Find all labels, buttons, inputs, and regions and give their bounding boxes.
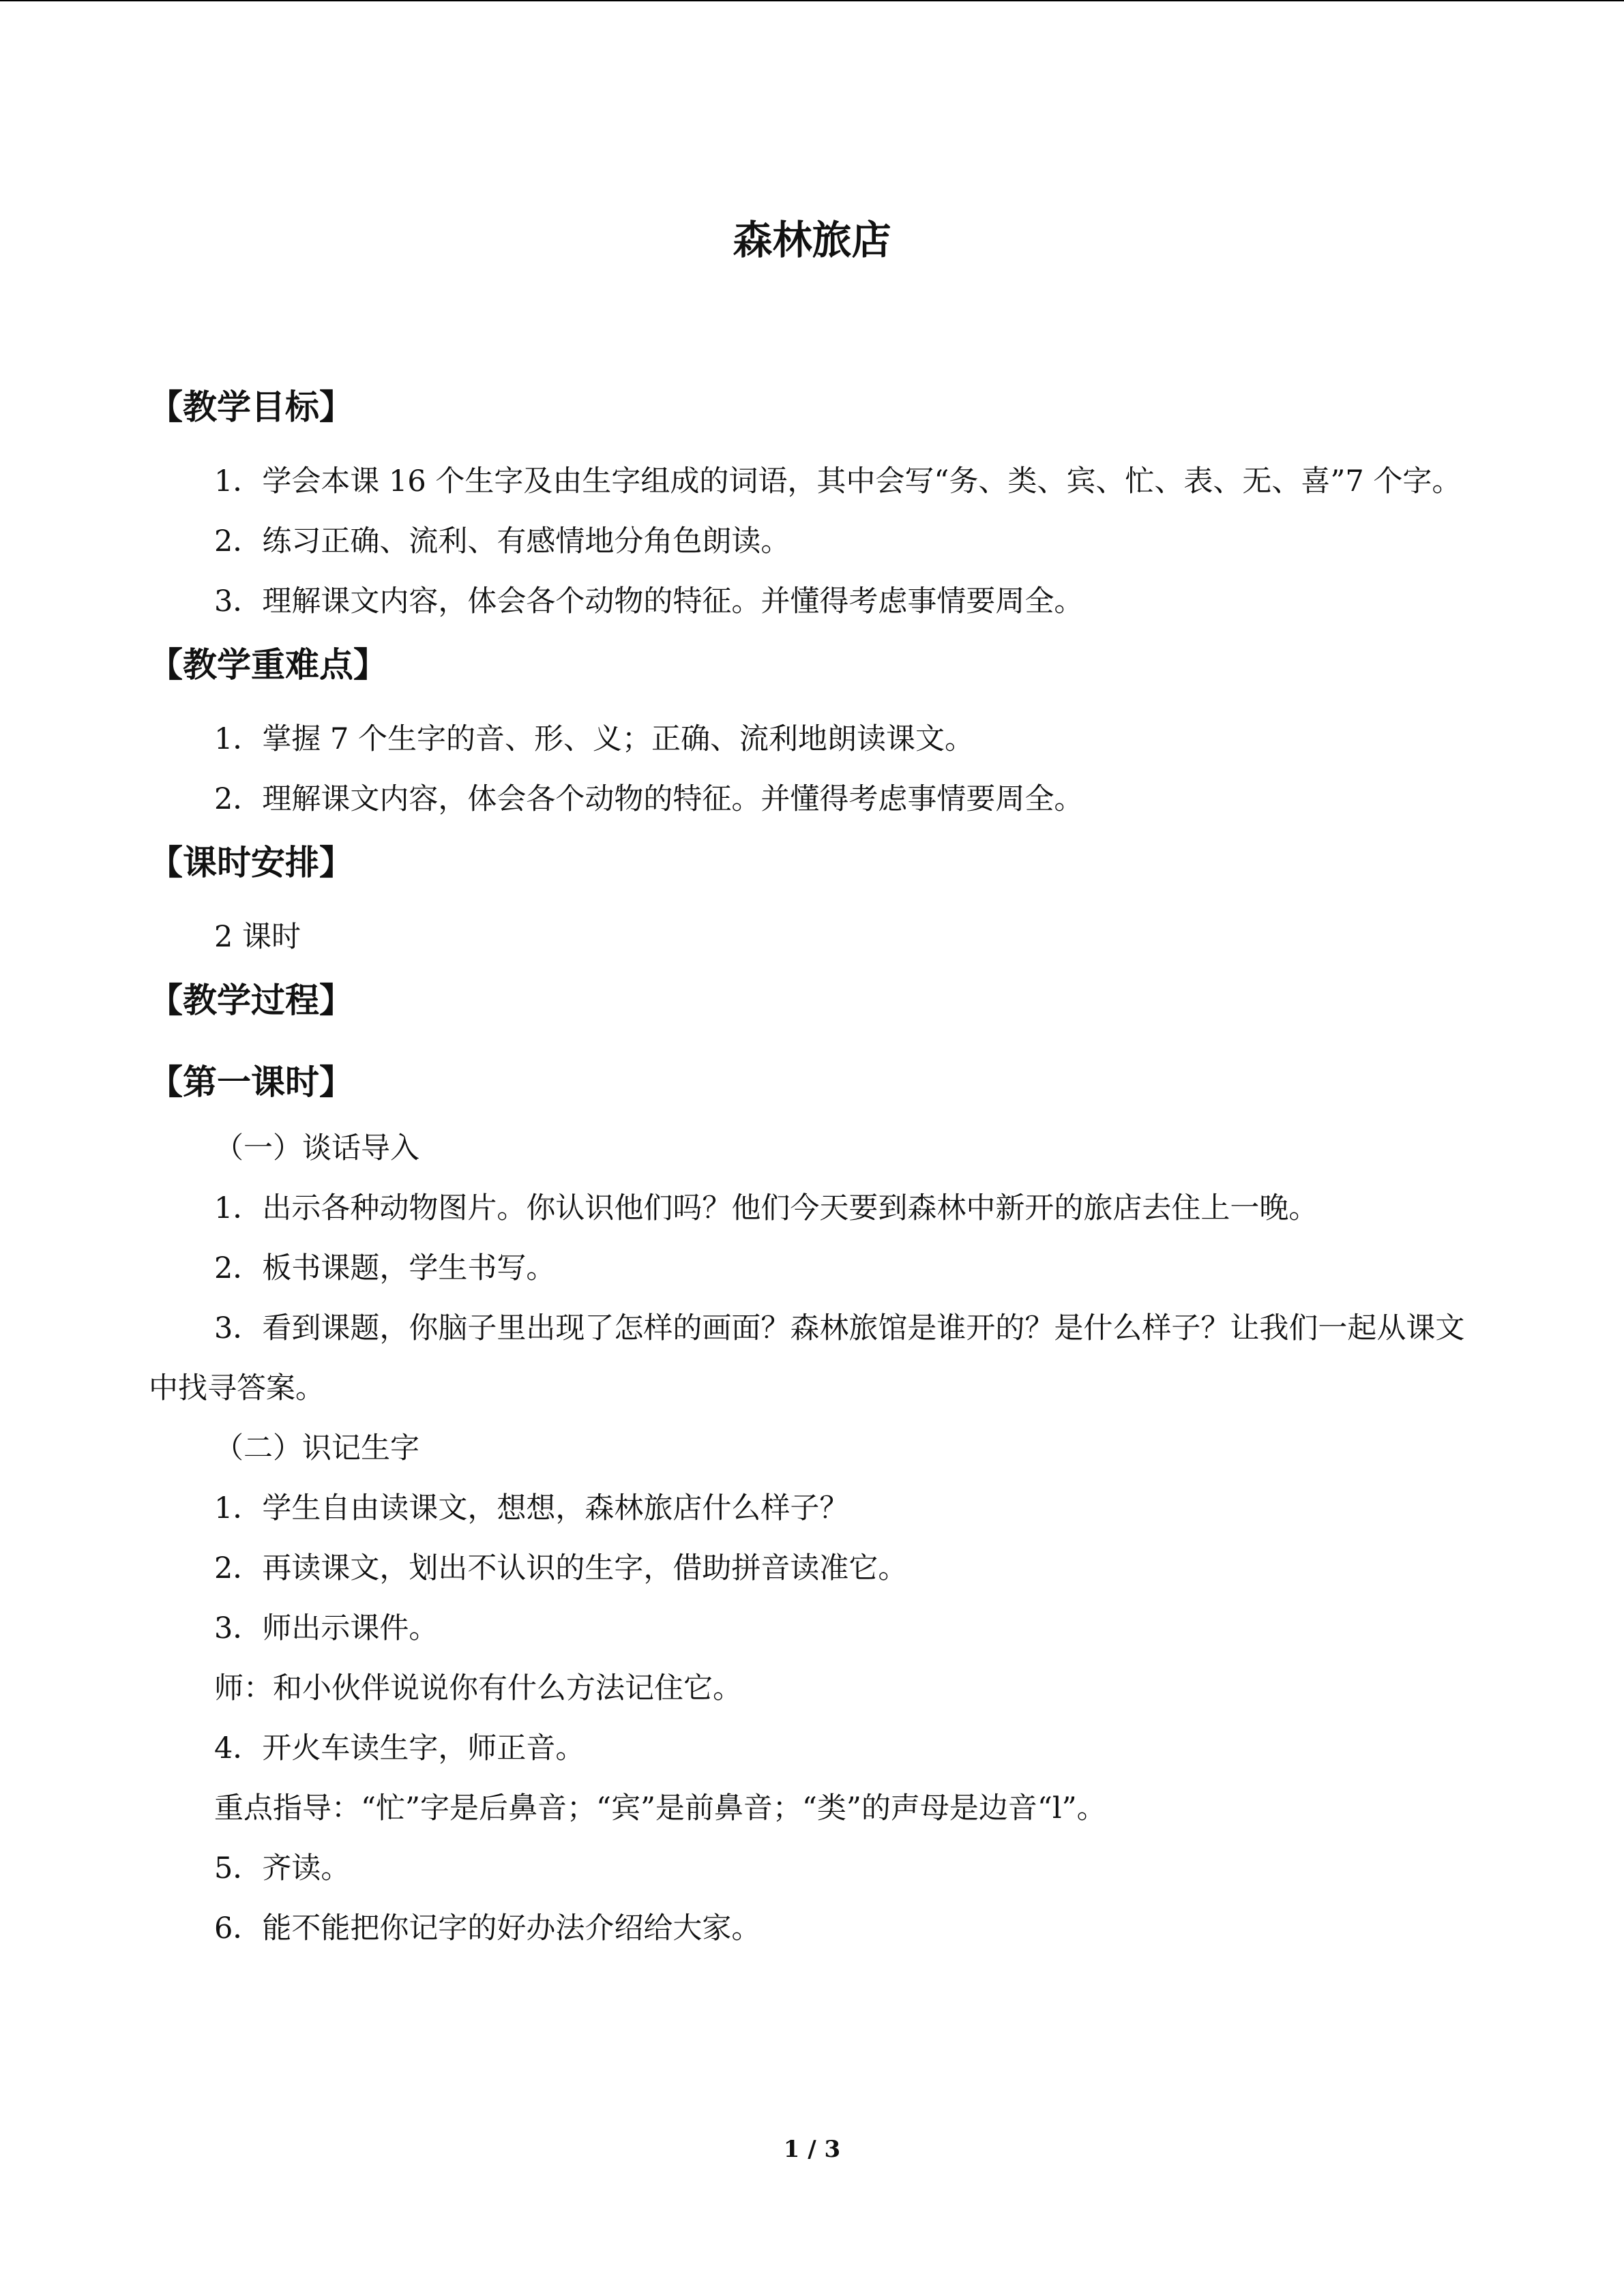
section-heading-lesson1: 【第一课时】 [149,1062,353,1102]
schedule-item: 2 课时 [214,920,301,954]
goals-list [149,451,1486,631]
page-number: 1 / 3 [783,2136,841,2163]
goal-item: 2．练习正确、流利、有感情地分角色朗读。 [214,524,791,558]
schedule-list [149,907,1486,967]
keypoint-item: 2．理解课文内容，体会各个动物的特征。并懂得考虑事情要周全。 [214,782,1084,816]
lesson1-item: 重点指导：“忙”字是后鼻音；“宾”是前鼻音；“类”的声母是边音“l”。 [214,1791,1106,1825]
lesson1-list [149,1118,1486,1958]
lesson1-item: 2．板书课题，学生书写。 [214,1251,556,1285]
keypoints-list [149,709,1486,829]
lesson1-item: （二）识记生字 [214,1431,419,1465]
lesson1-item: 5．齐读。 [214,1851,351,1885]
goal-item: 3．理解课文内容，体会各个动物的特征。并懂得考虑事情要周全。 [214,584,1084,618]
lesson1-item: 3．看到课题，你脑子里出现了怎样的画面？森林旅馆是谁开的？是什么样子？让我们一起从课文中找寻答案。 [149,1311,1465,1405]
section-heading-keypoints: 【教学重难点】 [149,645,387,685]
goal-item: 1．学会本课 16 个生字及由生字组成的词语，其中会写“务、类、宾、忙、表、无、喜”7 个字。 [214,464,1462,498]
document-title: 森林旅店 [733,217,891,263]
section-heading-schedule: 【课时安排】 [149,843,353,882]
document-body [149,383,1486,1958]
lesson1-item: 4．开火车读生字，师正音。 [214,1731,585,1765]
lesson1-item: 2．再读课文，划出不认识的生字，借助拼音读准它。 [214,1551,908,1585]
keypoint-item: 1．掌握 7 个生字的音、形、义；正确、流利地朗读课文。 [214,722,975,756]
section-heading-goals: 【教学目标】 [149,387,353,427]
lesson1-item: 师：和小伙伴说说你有什么方法记住它。 [214,1671,742,1705]
section-heading-process: 【教学过程】 [149,981,353,1020]
lesson1-item: 1．出示各种动物图片。你认识他们吗？他们今天要到森林中新开的旅店去住上一晚。 [214,1191,1318,1225]
lesson1-item: 1．学生自由读课文，想想，森林旅店什么样子？ [214,1491,849,1525]
lesson1-item: 3．师出示课件。 [214,1611,439,1645]
lesson1-item: 6．能不能把你记字的好办法介绍给大家。 [214,1911,761,1945]
lesson1-item: （一）谈话导入 [214,1131,419,1165]
